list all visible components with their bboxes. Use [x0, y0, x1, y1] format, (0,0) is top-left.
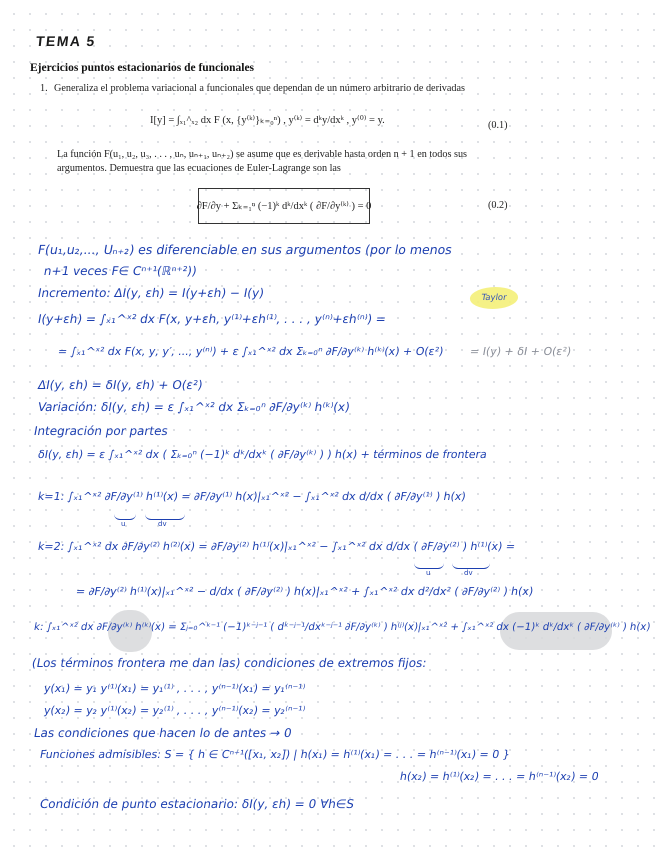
problem-text: Generaliza el problema variacional a funcionales que dependan de un número arbitrario de derivadas [54, 83, 465, 94]
note-bc-x2: y(x₂) = y₂ y⁽¹⁾(x₂) = y₂⁽¹⁾ , . . . , y⁽ⁿ⁻¹⁾(x₂) = y₂⁽ⁿ⁻¹⁾ [42, 704, 307, 717]
note-delta: ΔI(y, εh) = δI(y, εh) + O(ε²) [36, 378, 204, 392]
note-line-1: F(u₁,u₂,..., Uₙ₊₂) es diferenciable en sus argumentos (por lo menos [36, 242, 454, 257]
note-expansion-gray: = I(y) + δI + O(ε²) [468, 345, 573, 358]
note-expansion-2: = ∫ₓ₁^ˣ² dx F(x, y, y′, ..., y⁽ⁿ⁾) + ε ∫ₓ₁^ˣ² dx Σₖ₌₀ⁿ ∂F/∂y⁽ᵏ⁾ h⁽ᵏ⁾(x) + O(ε²) [56, 345, 445, 358]
note-k-general: k: ∫ₓ₁^ˣ² dx ∂F/∂y⁽ᵏ⁾ h⁽ᵏ⁾(x) = Σⱼ₌₀^ᵏ⁻¹ (−1)ᵏ⁻ʲ⁻¹ ( dᵏ⁻ʲ⁻¹/dxᵏ⁻ʲ⁻¹ ∂F/∂y⁽ᵏ⁾ ) h⁽ʲ⁾(x)|ₓ₁^ˣ² + ∫ₓ₁^ˣ² dx (−1)ᵏ dᵏ/dxᵏ ( ∂F/∂y⁽ᵏ⁾ ) h(x) [33, 622, 652, 633]
problem-statement [40, 82, 518, 96]
section-title: Ejercicios puntos estacionarios de funcionales [30, 62, 255, 74]
euler-lagrange-equation: ∂F/∂y + Σₖ₌₁ⁿ (−1)ᵏ dᵏ/dxᵏ ( ∂F/∂y⁽ᵏ⁾ ) = 0 [196, 201, 372, 212]
problem-number: 1. [40, 83, 48, 94]
note-variation-parts: δI(y, εh) = ε ∫ₓ₁^ˣ² dx ( Σₖ₌₀ⁿ (−1)ᵏ dᵏ/dxᵏ ( ∂F/∂y⁽ᵏ⁾ ) ) h(x) + términos de frontera [36, 448, 489, 461]
taylor-label: Taylor [480, 293, 508, 303]
note-variation: Variación: δI(y, εh) = ε ∫ₓ₁^ˣ² dx Σₖ₌₀ⁿ ∂F/∂y⁽ᵏ⁾ h⁽ᵏ⁾(x) [36, 400, 351, 414]
note-expansion: I(y+εh) = ∫ₓ₁^ˣ² dx F(x, y+εh, y⁽¹⁾+εh⁽¹⁾, . . . , y⁽ⁿ⁾+εh⁽ⁿ⁾) = [36, 312, 388, 326]
tema-heading: TEMA 5 [35, 33, 97, 49]
note-line-2: n+1 veces F∈ Cⁿ⁺¹(ℝⁿ⁺²)) [42, 264, 198, 278]
brace-dv-k1-label: dv [158, 520, 167, 528]
brace-u-k1-label: u [121, 520, 126, 528]
note-increment: Incremento: ΔI(y, εh) = I(y+εh) − I(y) [36, 286, 266, 300]
note-boundary: (Los términos frontera me dan las) condiciones de extremos fijos: [30, 656, 428, 670]
note-k2: k=2: ∫ₓ₁^ˣ² dx ∂F/∂y⁽²⁾ h⁽²⁾(x) = ∂F/∂y⁽²⁾ h⁽¹⁾(x)|ₓ₁^ˣ² − ∫ₓ₁^ˣ² dx d/dx ( ∂F/∂y⁽²⁾ ) h⁽¹⁾(x) = [36, 540, 517, 553]
problem-text-2: La función F(u₁, u₂, u₃, . . . , uₙ, uₙ₊₁, uₙ₊₂) se asume que es derivable hasta orden n + 1 en todos sus argumentos. Demuestra que las ecuaciones de Euler-Lagrange son las [57, 149, 467, 174]
taylor-highlight [468, 287, 519, 309]
note-bc-x1: y(x₁) = y₁ y⁽¹⁾(x₁) = y₁⁽¹⁾ , . . . , y⁽ⁿ⁻¹⁾(x₁) = y₁⁽ⁿ⁻¹⁾ [42, 682, 307, 695]
note-stationary: Condición de punto estacionario: δI(y, εh) = 0 ∀h∈S [38, 797, 356, 811]
note-k1: k=1: ∫ₓ₁^ˣ² ∂F/∂y⁽¹⁾ h⁽¹⁾(x) = ∂F/∂y⁽¹⁾ h(x)|ₓ₁^ˣ² − ∫ₓ₁^ˣ² dx d/dx ( ∂F/∂y⁽¹⁾ ) h(x) [36, 490, 467, 503]
brace-u-k2-label: u [426, 569, 431, 577]
note-conditions: Las condiciones que hacen lo de antes → 0 [32, 726, 293, 740]
equation-0-1-label: (0.1) [488, 120, 508, 131]
euler-lagrange-box [198, 188, 370, 224]
note-admissible: Funciones admisibles: S = { h ∈ Cⁿ⁺¹([x₁, x₂]) | h(x₁) = h⁽¹⁾(x₁) = . . . = h⁽ⁿ⁻¹⁾(x₁) = 0 } [38, 748, 511, 761]
brace-dv-k2-label: dv [464, 569, 473, 577]
equation-0-2-label: (0.2) [488, 200, 508, 211]
note-k2-result: = ∂F/∂y⁽²⁾ h⁽¹⁾(x)|ₓ₁^ˣ² − d/dx ( ∂F/∂y⁽²⁾ ) h(x)|ₓ₁^ˣ² + ∫ₓ₁^ˣ² dx d²/dx² ( ∂F/∂y⁽²⁾ ) h(x) [74, 585, 535, 598]
note-admissible-2: h(x₂) = h⁽¹⁾(x₂) = . . . = h⁽ⁿ⁻¹⁾(x₂) = 0 [398, 770, 600, 783]
note-parts: Integración por partes [32, 424, 170, 438]
equation-0-1: I[y] = ∫ₓ₁^ₓ₂ dx F (x, {y⁽ᵏ⁾}ₖ₌₀ⁿ) , y⁽ᵏ⁾ = dᵏy/dxᵏ , y⁽⁰⁾ = y. [150, 115, 385, 126]
